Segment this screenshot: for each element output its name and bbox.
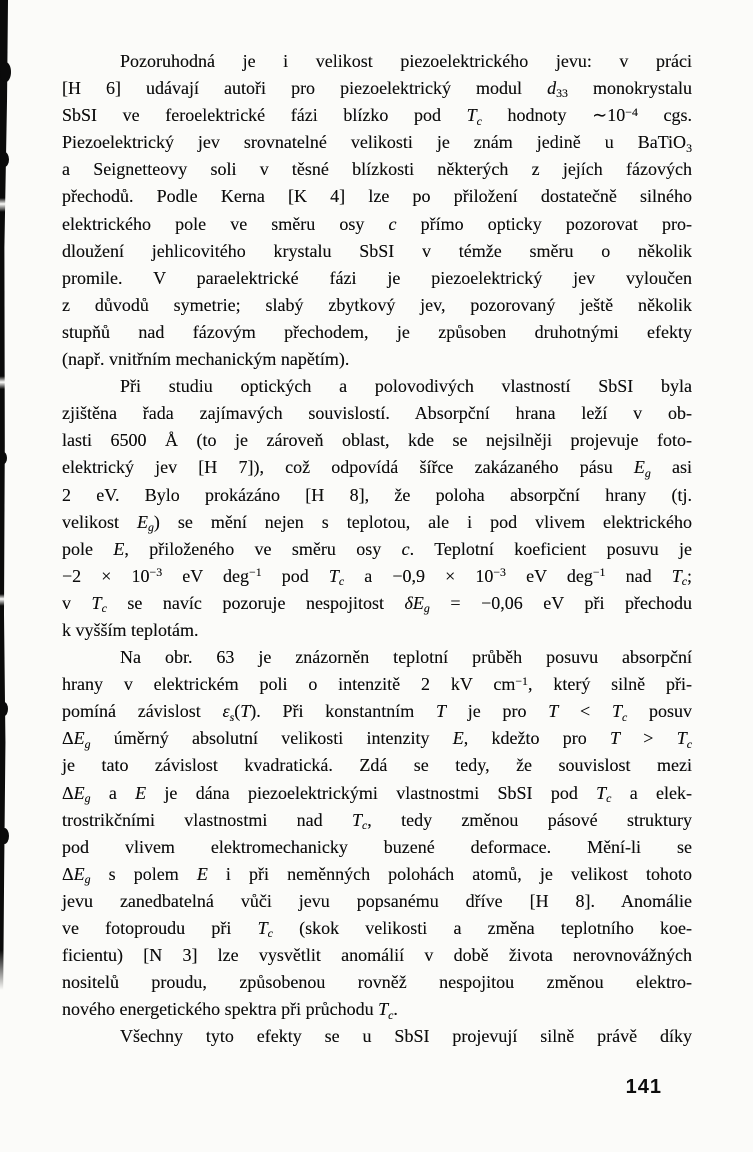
math-run: −3 bbox=[493, 565, 506, 580]
math-run: −1 bbox=[592, 565, 606, 580]
text-run: přímo opticky pozorovat pro- bbox=[396, 213, 692, 234]
text-line bbox=[62, 969, 692, 996]
text-line bbox=[62, 617, 692, 644]
text-run: je pro bbox=[446, 701, 549, 722]
text-run: monokrystalu bbox=[567, 78, 692, 99]
text-line bbox=[62, 400, 692, 427]
math-run: c bbox=[606, 790, 612, 805]
math-run: E bbox=[452, 728, 464, 749]
math-run: g bbox=[644, 465, 651, 480]
text-run: posuv bbox=[627, 701, 693, 722]
text-run: hrany v elektrickém poli o intenzitě 2 kV cm bbox=[62, 674, 516, 695]
math-run: E bbox=[136, 511, 148, 532]
text-line bbox=[62, 698, 692, 725]
paragraph bbox=[62, 48, 692, 373]
math-run: E bbox=[135, 782, 147, 803]
math-run: c bbox=[388, 213, 397, 234]
text-run: nového energetického spektra při průchodu bbox=[62, 999, 379, 1020]
text-run: Δ bbox=[62, 863, 74, 884]
text-line bbox=[62, 888, 692, 915]
text-run: k vyšším teplotám. bbox=[62, 619, 199, 640]
text-block bbox=[62, 48, 692, 1050]
binding-shadow-blob bbox=[0, 62, 11, 82]
text-run: . bbox=[393, 999, 398, 1020]
text-line bbox=[62, 373, 692, 400]
binding-shadow-blob bbox=[0, 452, 7, 464]
math-run: T bbox=[671, 565, 682, 586]
text-line bbox=[62, 834, 692, 861]
text-run: > bbox=[620, 728, 677, 749]
math-run: E bbox=[73, 863, 85, 884]
text-run: eV deg bbox=[506, 565, 593, 586]
text-line bbox=[62, 752, 692, 779]
text-line bbox=[62, 129, 692, 156]
math-run: c bbox=[681, 574, 687, 589]
math-run: c bbox=[686, 736, 692, 751]
text-run: jevu zanedbatelná vůči jevu popsanému dříve [H 8]. Anomálie bbox=[62, 890, 692, 911]
math-run: T bbox=[676, 728, 687, 749]
text-run: lasti 6500 Å (to je zároveň oblast, kde se nejsilněji projevuje foto- bbox=[62, 430, 692, 451]
text-run: 2 eV. Bylo prokázáno [H 8], že poloha absorpční hrany (tj. bbox=[62, 484, 692, 505]
math-run: c bbox=[361, 817, 368, 832]
text-line bbox=[62, 48, 692, 75]
math-run: E bbox=[73, 782, 85, 803]
text-line bbox=[62, 563, 692, 590]
text-line bbox=[62, 725, 692, 752]
text-run: velikost bbox=[62, 511, 137, 532]
text-line bbox=[62, 156, 692, 183]
math-run: T bbox=[351, 809, 362, 830]
text-run: Všechny tyto efekty se u SbSI projevují silně právě díky bbox=[120, 1026, 692, 1047]
math-run: c bbox=[401, 538, 410, 559]
text-run: ) se mění nejen s teplotou, ale i pod vlivem elektrického bbox=[153, 511, 692, 532]
math-run: c bbox=[621, 709, 628, 724]
text-run: a Seignetteovy soli v těsné blízkosti některých z jejích fázových bbox=[62, 159, 692, 180]
text-run: pod vlivem elektromechanicky buzené deformace. Mění-li se bbox=[62, 836, 692, 857]
math-run: T bbox=[378, 999, 389, 1020]
math-run: T bbox=[610, 728, 621, 749]
text-line bbox=[62, 454, 692, 481]
binding-shadow-blob bbox=[0, 828, 9, 844]
text-line bbox=[62, 211, 692, 238]
math-run: g bbox=[147, 519, 154, 534]
math-run: T bbox=[596, 782, 607, 803]
math-run: T bbox=[611, 701, 622, 722]
text-run: < bbox=[558, 701, 612, 722]
text-line bbox=[62, 536, 692, 563]
text-line bbox=[62, 319, 692, 346]
text-line bbox=[62, 265, 692, 292]
math-run: −1 bbox=[515, 673, 528, 688]
text-run: [H 6] udávají autoři pro piezoelektrický modul bbox=[62, 78, 548, 99]
text-line bbox=[62, 509, 692, 536]
text-run: −2 × 10 bbox=[62, 565, 150, 586]
text-run: a −0,9 × 10 bbox=[344, 565, 494, 586]
math-run: E bbox=[73, 728, 85, 749]
text-run: přechodů. Podle Kerna [K 4] lze po přiložení dostatečně silného bbox=[62, 186, 692, 207]
text-run: hodnoty ∼10 bbox=[481, 105, 626, 126]
text-run: ficientu) [N 3] lze vysvětlit anomálií v době života nerovnovážných bbox=[62, 945, 692, 966]
math-run: T bbox=[466, 105, 477, 126]
text-run: cgs. bbox=[637, 105, 693, 126]
math-run: g bbox=[84, 790, 91, 805]
text-run: , který silně při- bbox=[527, 674, 692, 695]
text-run: ve fotoproudu při bbox=[62, 918, 258, 938]
math-run: d bbox=[547, 78, 557, 99]
text-run: Na obr. 63 je znázorněn teplotní průběh posuvu absorpční bbox=[120, 647, 692, 668]
math-run: s bbox=[229, 709, 235, 724]
paragraph bbox=[62, 373, 692, 644]
math-run: T bbox=[240, 701, 251, 722]
text-line bbox=[62, 590, 692, 617]
text-run: s polem bbox=[90, 863, 197, 884]
text-run: z důvodů symetrie; slabý zbytkový jev, pozorovaný ještě několik bbox=[62, 294, 692, 315]
math-run: E bbox=[113, 538, 125, 559]
text-run: Δ bbox=[62, 782, 74, 803]
math-run: −3 bbox=[149, 565, 163, 580]
math-run: −1 bbox=[249, 565, 262, 580]
math-run: g bbox=[84, 736, 91, 751]
text-run: úměrný absolutní velikosti intenzity bbox=[90, 728, 453, 749]
text-line bbox=[62, 238, 692, 265]
text-run: (skok velikosti a změna teplotního koe- bbox=[272, 918, 692, 938]
text-line bbox=[62, 807, 692, 834]
text-run: SbSI ve feroelektrické fázi blízko pod bbox=[62, 105, 467, 126]
math-run: T bbox=[257, 918, 268, 938]
math-run: T bbox=[548, 701, 559, 722]
math-run: T bbox=[436, 701, 447, 722]
math-run: ε bbox=[222, 701, 230, 722]
math-run: T bbox=[328, 565, 339, 586]
text-run: ; bbox=[687, 565, 693, 586]
text-run: elektrický jev [H 7]), což odpovídá šířce zakázaného pásu bbox=[62, 457, 634, 478]
binding-shadow-blob bbox=[0, 702, 8, 716]
text-run: zjištěna řada zajímavých souvislostí. Absorpční hrana leží v ob- bbox=[62, 403, 692, 424]
math-run: −4 bbox=[625, 104, 638, 119]
text-line bbox=[62, 183, 692, 210]
math-run: 33 bbox=[556, 86, 568, 101]
text-line bbox=[62, 996, 692, 1023]
text-run: je tato závislost kvadratická. Zdá se tedy, že souvislost mezi bbox=[62, 755, 692, 776]
text-line bbox=[62, 1023, 692, 1050]
math-run: T bbox=[91, 592, 102, 613]
text-run: , tedy změnou pásové struktury bbox=[367, 809, 692, 830]
text-line bbox=[62, 780, 692, 807]
text-run: asi bbox=[650, 457, 692, 478]
text-run: a bbox=[90, 782, 136, 803]
text-run: . Teplotní koeficient posuvu je bbox=[409, 538, 692, 559]
text-run: dloužení jehlicovitého krystalu SbSI v témže směru o několik bbox=[62, 240, 692, 261]
text-run: , přiloženého ve směru osy bbox=[124, 538, 402, 559]
text-run: je dána piezoelektrickými vlastnostmi SbSI pod bbox=[146, 782, 597, 803]
text-run: Δ bbox=[62, 728, 74, 749]
math-run: g bbox=[84, 872, 91, 887]
text-run: nad bbox=[605, 565, 672, 586]
text-run: elektrického pole ve směru osy bbox=[62, 213, 389, 234]
text-line bbox=[62, 427, 692, 454]
text-line bbox=[62, 75, 692, 102]
math-run: E bbox=[196, 863, 208, 884]
math-run: c bbox=[388, 1007, 394, 1022]
text-run: promile. V paraelektrické fázi je piezoelektrický jev vyloučen bbox=[62, 267, 692, 288]
text-run: trostrikčními vlastnostmi nad bbox=[62, 809, 352, 830]
math-run: g bbox=[423, 601, 430, 616]
text-run: Pozoruhodná je i velikost piezoelektrického jevu: v práci bbox=[120, 51, 692, 71]
math-run: c bbox=[476, 113, 482, 128]
math-run: 3 bbox=[686, 140, 692, 155]
text-run: (např. vnitřním mechanickým napětím). bbox=[62, 349, 350, 370]
text-run: v bbox=[62, 592, 92, 613]
text-run: , kdežto pro bbox=[463, 728, 611, 749]
text-line bbox=[62, 671, 692, 698]
text-run: pole bbox=[62, 538, 114, 559]
text-line bbox=[62, 292, 692, 319]
text-run: ). Při konstantním bbox=[250, 701, 436, 722]
text-run: Piezoelektrický jev srovnatelné velikosti je znám jedině u BaTiO bbox=[62, 132, 687, 153]
text-run: pomíná závislost bbox=[62, 701, 223, 722]
text-run: pod bbox=[261, 565, 329, 586]
text-run: stupňů nad fázovým přechodem, je způsoben druhotnými efekty bbox=[62, 321, 692, 342]
text-run: ( bbox=[234, 701, 241, 722]
math-run: c bbox=[267, 926, 273, 941]
text-run: Při studiu optických a polovodivých vlastností SbSI byla bbox=[120, 376, 692, 397]
text-run: nositelů proudu, způsobenou rovněž nespojitou změnou elektro- bbox=[62, 972, 692, 993]
math-run: c bbox=[338, 574, 345, 589]
math-run: δE bbox=[404, 592, 424, 613]
page-number: 141 bbox=[625, 1076, 662, 1098]
text-run: eV deg bbox=[162, 565, 250, 586]
text-run: a elek- bbox=[611, 782, 692, 803]
paragraph bbox=[62, 644, 692, 1023]
text-line bbox=[62, 346, 692, 373]
text-run: i při neměnných polohách atomů, je velikost tohoto bbox=[207, 863, 692, 884]
text-line bbox=[62, 942, 692, 969]
text-run: se navíc pozoruje nespojitost bbox=[106, 592, 405, 613]
math-run: E bbox=[633, 457, 645, 478]
text-line bbox=[62, 861, 692, 888]
binding-shadow-blob bbox=[0, 152, 9, 167]
text-line bbox=[62, 482, 692, 509]
text-line bbox=[62, 102, 692, 129]
math-run: c bbox=[101, 601, 107, 616]
text-run: = −0,06 eV při přechodu bbox=[429, 592, 693, 613]
text-line bbox=[62, 915, 692, 942]
text-line bbox=[62, 644, 692, 671]
paragraph bbox=[62, 1023, 692, 1050]
